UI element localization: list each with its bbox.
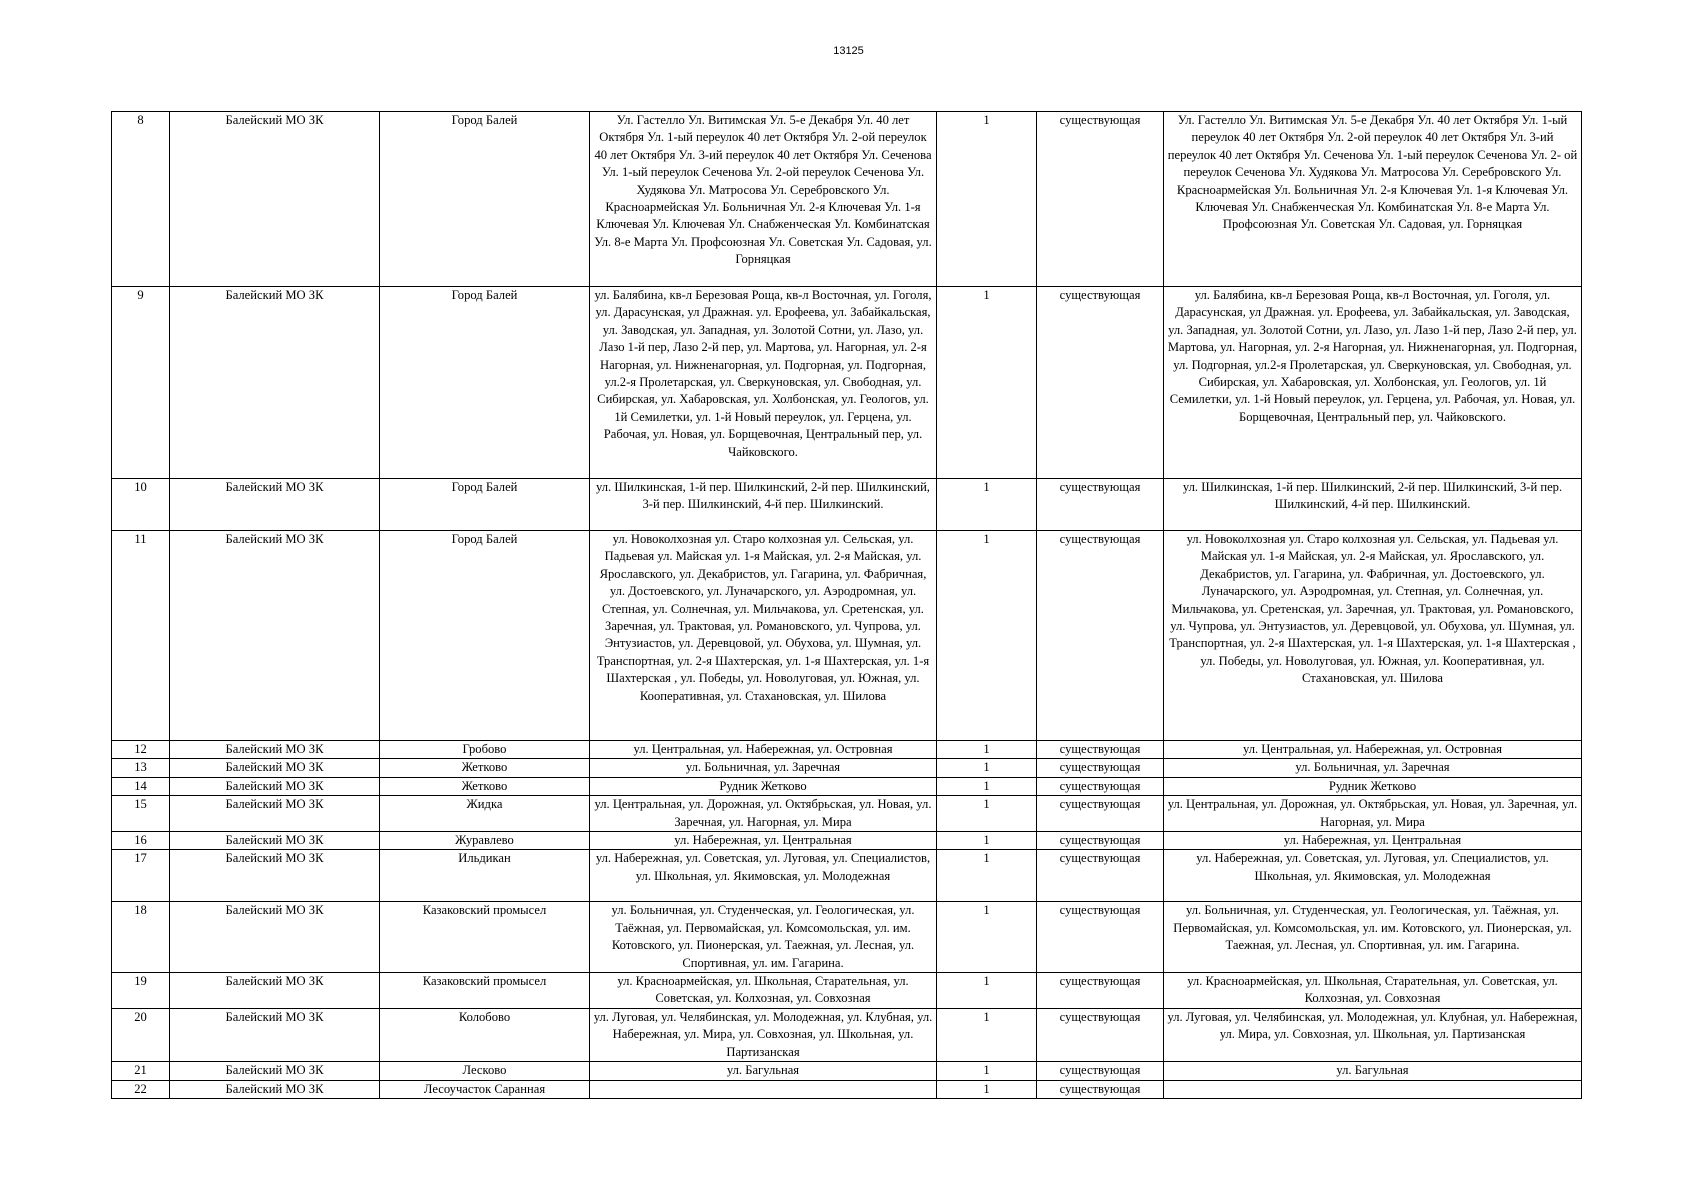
row-number: 13	[112, 759, 170, 777]
row-number: 19	[112, 973, 170, 1009]
municipality-cell: Балейский МО ЗК	[170, 759, 380, 777]
table-row	[112, 531, 1582, 741]
status-cell: существующая	[1037, 973, 1164, 1009]
streets-served-cell: ул. Набережная, ул. Центральная	[1164, 832, 1582, 850]
locality-cell: Город Балей	[380, 531, 590, 741]
table-row	[112, 850, 1582, 902]
municipality-cell: Балейский МО ЗК	[170, 741, 380, 759]
count-cell: 1	[937, 741, 1037, 759]
table-row	[112, 832, 1582, 850]
locality-cell: Гробово	[380, 741, 590, 759]
streets-cell: ул. Больничная, ул. Студенческая, ул. Геологическая, ул. Таёжная, ул. Первомайская, ул. Комсомольская, ул. им. Котовского, ул. Пионерская, ул. Таежная, ул. Лесная, ул. Спортивная, ул. им. Гагарина.	[590, 902, 937, 973]
streets-cell: ул. Центральная, ул. Набережная, ул. Островная	[590, 741, 937, 759]
row-number: 8	[112, 112, 170, 287]
municipality-cell: Балейский МО ЗК	[170, 850, 380, 902]
municipality-cell: Балейский МО ЗК	[170, 531, 380, 741]
count-cell: 1	[937, 973, 1037, 1009]
municipality-cell: Балейский МО ЗК	[170, 479, 380, 531]
count-cell: 1	[937, 112, 1037, 287]
row-number: 9	[112, 287, 170, 479]
status-cell: существующая	[1037, 531, 1164, 741]
count-cell: 1	[937, 777, 1037, 795]
municipality-cell: Балейский МО ЗК	[170, 973, 380, 1009]
streets-served-cell: Рудник Жетково	[1164, 777, 1582, 795]
locality-cell: Город Балей	[380, 112, 590, 287]
municipality-cell: Балейский МО ЗК	[170, 287, 380, 479]
status-cell: существующая	[1037, 112, 1164, 287]
count-cell: 1	[937, 479, 1037, 531]
table-row	[112, 112, 1582, 287]
locality-cell: Город Балей	[380, 479, 590, 531]
streets-served-cell: ул. Больничная, ул. Заречная	[1164, 759, 1582, 777]
locality-cell: Жетково	[380, 759, 590, 777]
municipality-cell: Балейский МО ЗК	[170, 112, 380, 287]
row-number: 11	[112, 531, 170, 741]
count-cell: 1	[937, 1008, 1037, 1061]
locality-cell: Лесоучасток Саранная	[380, 1080, 590, 1098]
count-cell: 1	[937, 759, 1037, 777]
municipality-cell: Балейский МО ЗК	[170, 1080, 380, 1098]
table-row	[112, 479, 1582, 531]
streets-cell: ул. Набережная, ул. Центральная	[590, 832, 937, 850]
row-number: 16	[112, 832, 170, 850]
table-row	[112, 973, 1582, 1009]
count-cell: 1	[937, 850, 1037, 902]
municipality-cell: Балейский МО ЗК	[170, 1008, 380, 1061]
table-row	[112, 1008, 1582, 1061]
row-number: 22	[112, 1080, 170, 1098]
table-row	[112, 1080, 1582, 1098]
streets-cell	[590, 1080, 937, 1098]
status-cell: существующая	[1037, 777, 1164, 795]
locality-cell: Журавлево	[380, 832, 590, 850]
table-row	[112, 1062, 1582, 1080]
streets-cell: ул. Шилкинская, 1-й пер. Шилкинский, 2-й пер. Шилкинский, 3-й пер. Шилкинский, 4-й пер. Шилкинский.	[590, 479, 937, 531]
status-cell: существующая	[1037, 902, 1164, 973]
streets-cell: ул. Новоколхозная ул. Старо колхозная ул. Сельская, ул. Падьевая ул. Майская ул. 1-я Майская, ул. 2-я Майская, ул. Ярославского, ул. Декабристов, ул. Гагарина, ул. Фабричная, ул. Достоевского, ул. Луначарского, ул. Аэродромная, ул. Степная, ул. Солнечная, ул. Мильчакова, ул. Сретенская, ул. Заречная, ул. Трактовая, ул. Романовского, ул. Чупрова, ул. Энтузиастов, ул. Деревцовой, ул. Обухова, ул. Шумная, ул. Транспортная, ул. 2-я Шахтерская, ул. 1-я Шахтерская, ул. 1-я Шахтерская , ул. Победы, ул. Новолуговая, ул. Южная, ул. Кооперативная, ул. Стахановская, ул. Шилова	[590, 531, 937, 741]
row-number: 15	[112, 796, 170, 832]
table-row	[112, 759, 1582, 777]
count-cell: 1	[937, 1080, 1037, 1098]
page-number: 13125	[833, 45, 864, 57]
count-cell: 1	[937, 531, 1037, 741]
count-cell: 1	[937, 796, 1037, 832]
streets-served-cell: ул. Шилкинская, 1-й пер. Шилкинский, 2-й пер. Шилкинский, 3-й пер. Шилкинский, 4-й пер. Шилкинский.	[1164, 479, 1582, 531]
status-cell: существующая	[1037, 1080, 1164, 1098]
municipality-cell: Балейский МО ЗК	[170, 902, 380, 973]
municipality-cell: Балейский МО ЗК	[170, 1062, 380, 1080]
table-row	[112, 287, 1582, 479]
municipality-cell: Балейский МО ЗК	[170, 796, 380, 832]
streets-served-cell: ул. Набережная, ул. Советская, ул. Луговая, ул. Специалистов, ул. Школьная, ул. Якимовская, ул. Молодежная	[1164, 850, 1582, 902]
streets-served-cell	[1164, 1080, 1582, 1098]
row-number: 10	[112, 479, 170, 531]
locality-cell: Ильдикан	[380, 850, 590, 902]
locality-cell: Жетково	[380, 777, 590, 795]
locality-cell: Город Балей	[380, 287, 590, 479]
streets-served-cell: ул. Красноармейская, ул. Школьная, Старательная, ул. Советская, ул. Колхозная, ул. Совхозная	[1164, 973, 1582, 1009]
municipality-cell: Балейский МО ЗК	[170, 777, 380, 795]
count-cell: 1	[937, 902, 1037, 973]
streets-served-cell: ул. Новоколхозная ул. Старо колхозная ул. Сельская, ул. Падьевая ул. Майская ул. 1-я Майская, ул. 2-я Майская, ул. Ярославского, ул. Декабристов, ул. Гагарина, ул. Фабричная, ул. Достоевского, ул. Луначарского, ул. Аэродромная, ул. Степная, ул. Солнечная, ул. Мильчакова, ул. Сретенская, ул. Заречная, ул. Трактовая, ул. Романовского, ул. Чупрова, ул. Энтузиастов, ул. Деревцовой, ул. Обухова, ул. Шумная, ул. Транспортная, ул. 2-я Шахтерская, ул. 1-я Шахтерская, ул. 1-я Шахтерская , ул. Победы, ул. Новолуговая, ул. Южная, ул. Кооперативная, ул. Стахановская, ул. Шилова	[1164, 531, 1582, 741]
locality-cell: Колобово	[380, 1008, 590, 1061]
streets-cell: Рудник Жетково	[590, 777, 937, 795]
status-cell: существующая	[1037, 479, 1164, 531]
streets-served-cell: Ул. Гастелло Ул. Витимская Ул. 5-е Декабря Ул. 40 лет Октября Ул. 1-ый переулок 40 лет Октября Ул. 2-ой переулок 40 лет Октября Ул. 3-ий переулок 40 лет Октября Ул. Сеченова Ул. 1-ый переулок Сеченова Ул. 2- ой переулок Сеченова Ул. Худякова Ул. Матросова Ул. Серебровского Ул. Красноармейская Ул. Больничная Ул. 2-я Ключевая Ул. 1-я Ключевая Ул. Ключевая Ул. Снабженческая Ул. Комбинатская Ул. 8-е Марта Ул. Профсоюзная Ул. Советская Ул. Садовая, ул. Горняцкая	[1164, 112, 1582, 287]
table-row	[112, 777, 1582, 795]
streets-cell: ул. Центральная, ул. Дорожная, ул. Октябрьская, ул. Новая, ул. Заречная, ул. Нагорная, ул. Мира	[590, 796, 937, 832]
streets-served-cell: ул. Багульная	[1164, 1062, 1582, 1080]
streets-cell: ул. Больничная, ул. Заречная	[590, 759, 937, 777]
locality-cell: Казаковский промысел	[380, 973, 590, 1009]
row-number: 12	[112, 741, 170, 759]
streets-cell: ул. Набережная, ул. Советская, ул. Луговая, ул. Специалистов, ул. Школьная, ул. Якимовская, ул. Молодежная	[590, 850, 937, 902]
status-cell: существующая	[1037, 741, 1164, 759]
status-cell: существующая	[1037, 832, 1164, 850]
count-cell: 1	[937, 287, 1037, 479]
count-cell: 1	[937, 1062, 1037, 1080]
status-cell: существующая	[1037, 850, 1164, 902]
table-row	[112, 902, 1582, 973]
locality-cell: Жидка	[380, 796, 590, 832]
streets-served-cell: ул. Центральная, ул. Набережная, ул. Островная	[1164, 741, 1582, 759]
table-row	[112, 796, 1582, 832]
row-number: 18	[112, 902, 170, 973]
row-number: 17	[112, 850, 170, 902]
streets-served-cell: ул. Луговая, ул. Челябинская, ул. Молодежная, ул. Клубная, ул. Набережная, ул. Мира, ул. Совхозная, ул. Школьная, ул. Партизанская	[1164, 1008, 1582, 1061]
locality-cell: Лесково	[380, 1062, 590, 1080]
streets-served-cell: ул. Больничная, ул. Студенческая, ул. Геологическая, ул. Таёжная, ул. Первомайская, ул. Комсомольская, ул. им. Котовского, ул. Пионерская, ул. Таежная, ул. Лесная, ул. Спортивная, ул. им. Гагарина.	[1164, 902, 1582, 973]
count-cell: 1	[937, 832, 1037, 850]
streets-served-cell: ул. Балябина, кв-л Березовая Роща, кв-л Восточная, ул. Гоголя, ул. Дарасунская, ул Дражная. ул. Ерофеева, ул. Забайкальская, ул. Заводская, ул. Западная, ул. Золотой Сотни, ул. Лазо, ул. Лазо 1-й пер, Лазо 2-й пер, ул. Мартова, ул. Нагорная, ул. 2-я Нагорная, ул. Нижненагорная, ул. Подгорная, ул. Подгорная, ул.2-я Пролетарская, ул. Сверкуновская, ул. Свободная, ул. Сибирская, ул. Хабаровская, ул. Холбонская, ул. Геологов, ул. 1й Семилетки, ул. 1-й Новый переулок, ул. Герцена, ул. Рабочая, ул. Новая, ул. Борщевочная, Центральный пер, ул. Чайковского.	[1164, 287, 1582, 479]
streets-cell: ул. Луговая, ул. Челябинская, ул. Молодежная, ул. Клубная, ул. Набережная, ул. Мира, ул. Совхозная, ул. Школьная, ул. Партизанская	[590, 1008, 937, 1061]
municipality-cell: Балейский МО ЗК	[170, 832, 380, 850]
table-row	[112, 741, 1582, 759]
status-cell: существующая	[1037, 1008, 1164, 1061]
streets-cell: ул. Балябина, кв-л Березовая Роща, кв-л Восточная, ул. Гоголя, ул. Дарасунская, ул Дражная. ул. Ерофеева, ул. Забайкальская, ул. Заводская, ул. Западная, ул. Золотой Сотни, ул. Лазо, ул. Лазо 1-й пер, Лазо 2-й пер, ул. Мартова, ул. Нагорная, ул. 2-я Нагорная, ул. Нижненагорная, ул. Подгорная, ул. Подгорная, ул.2-я Пролетарская, ул. Сверкуновская, ул. Свободная, ул. Сибирская, ул. Хабаровская, ул. Холбонская, ул. Геологов, ул. 1й Семилетки, ул. 1-й Новый переулок, ул. Герцена, ул. Рабочая, ул. Новая, ул. Борщевочная, Центральный пер, ул. Чайковского.	[590, 287, 937, 479]
streets-cell: ул. Красноармейская, ул. Школьная, Старательная, ул. Советская, ул. Колхозная, ул. Совхозная	[590, 973, 937, 1009]
streets-served-cell: ул. Центральная, ул. Дорожная, ул. Октябрьская, ул. Новая, ул. Заречная, ул. Нагорная, ул. Мира	[1164, 796, 1582, 832]
status-cell: существующая	[1037, 796, 1164, 832]
streets-cell: Ул. Гастелло Ул. Витимская Ул. 5-е Декабря Ул. 40 лет Октября Ул. 1-ый переулок 40 лет Октября Ул. 2-ой переулок 40 лет Октября Ул. 3-ий переулок 40 лет Октября Ул. Сеченова Ул. 1-ый переулок Сеченова Ул. 2-ой переулок Сеченова Ул. Худякова Ул. Матросова Ул. Серебровского Ул. Красноармейская Ул. Больничная Ул. 2-я Ключевая Ул. 1-я Ключевая Ул. Ключевая Ул. Снабженческая Ул. Комбинатская Ул. 8-е Марта Ул. Профсоюзная Ул. Советская Ул. Садовая, ул. Горняцкая	[590, 112, 937, 287]
status-cell: существующая	[1037, 759, 1164, 777]
status-cell: существующая	[1037, 1062, 1164, 1080]
register-table	[111, 111, 1582, 1099]
locality-cell: Казаковский промысел	[380, 902, 590, 973]
status-cell: существующая	[1037, 287, 1164, 479]
row-number: 14	[112, 777, 170, 795]
streets-cell: ул. Багульная	[590, 1062, 937, 1080]
row-number: 20	[112, 1008, 170, 1061]
row-number: 21	[112, 1062, 170, 1080]
